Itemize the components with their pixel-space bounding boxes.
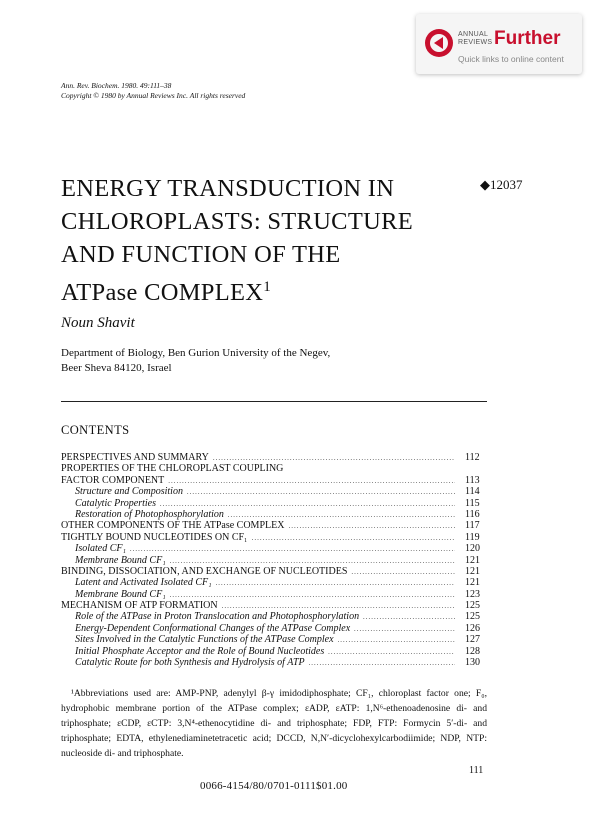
- toc-entry-title: PROPERTIES OF THE CHLOROPLAST COUPLING: [61, 463, 284, 475]
- toc-entry-page: 121: [465, 554, 480, 566]
- citation-line-2: Copyright © 1980 by Annual Reviews Inc. All rights reserved: [61, 91, 246, 100]
- toc-entry: [61, 555, 487, 566]
- toc-entry: [61, 498, 487, 509]
- toc-entry-title: Structure and Composition: [75, 486, 183, 498]
- toc-entry-title: Catalytic Route for both Synthesis and Hydrolysis of ATP: [75, 657, 305, 669]
- toc-entry: [61, 566, 487, 577]
- toc-leader-dots: [309, 658, 455, 668]
- toc-leader-dots: [222, 601, 455, 611]
- toc-entry-title: MECHANISM OF ATP FORMATION: [61, 600, 218, 612]
- toc-entry-page: 116: [465, 508, 480, 520]
- author-name: Noun Shavit: [61, 315, 135, 331]
- contents-heading: CONTENTS: [61, 423, 130, 437]
- toc-entry: [61, 600, 487, 611]
- issn-code: 0066-4154/80/0701-0111$01.00: [200, 780, 348, 792]
- toc-leader-dots: [216, 578, 455, 588]
- annual-reviews-logo-icon: [424, 28, 454, 58]
- toc-entry-page: 114: [465, 486, 480, 498]
- toc-entry: [61, 475, 487, 486]
- toc-entry-page: 117: [465, 520, 480, 532]
- toc-entry-title: BINDING, DISSOCIATION, AND EXCHANGE OF NUCLEOTIDES: [61, 565, 348, 577]
- further-label: Further: [494, 28, 561, 49]
- toc-entry-page: 113: [465, 474, 480, 486]
- toc-entry: [61, 486, 487, 497]
- toc-entry: [61, 509, 487, 520]
- toc-leader-dots: [288, 521, 455, 531]
- toc-leader-dots: [351, 567, 455, 577]
- toc-entry-title: Energy-Dependent Conformational Changes of the ATPase Complex: [75, 622, 351, 634]
- toc-entry-title: PERSPECTIVES AND SUMMARY: [61, 452, 209, 463]
- further-banner[interactable]: [416, 14, 582, 74]
- affiliation-line-1: Department of Biology, Ben Gurion University of the Negev,: [61, 347, 331, 359]
- table-of-contents: [61, 452, 487, 668]
- toc-leader-dots: [363, 612, 455, 622]
- toc-leader-dots: [170, 590, 455, 600]
- page-number: 111: [469, 765, 484, 776]
- annual-label: ANNUAL: [458, 31, 489, 38]
- toc-entry-title: TIGHTLY BOUND NUCLEOTIDES ON CF₁: [61, 531, 248, 543]
- toc-leader-dots: [130, 544, 455, 554]
- title-line-4: [61, 271, 441, 309]
- toc-leader-dots: [170, 556, 455, 566]
- toc-entry-title: Latent and Activated Isolated CF₁: [75, 577, 212, 589]
- author-affiliation: [61, 346, 330, 376]
- toc-entry-title: Membrane Bound CF₁: [75, 588, 166, 600]
- title-line-4-text: ATPase COMPLEX: [61, 279, 264, 307]
- quick-links-link[interactable]: Quick links to online content: [458, 54, 564, 64]
- citation-line-1: Ann. Rev. Biochem. 1980. 49:111–38: [61, 81, 172, 90]
- toc-entry-page: 115: [465, 497, 480, 509]
- toc-entry-title: OTHER COMPONENTS OF THE ATPase COMPLEX: [61, 520, 285, 532]
- annual-reviews-wordmark: [458, 31, 492, 47]
- toc-entry-title: Role of the ATPase in Proton Translocation and Photophosphorylation: [75, 611, 360, 623]
- toc-entry-title: Restoration of Photophosphorylation: [75, 508, 224, 520]
- toc-entry: [61, 646, 487, 657]
- toc-entry: [61, 611, 487, 622]
- toc-entry-page: 121: [465, 577, 480, 589]
- title-line-1: ENERGY TRANSDUCTION IN: [61, 175, 395, 202]
- toc-entry-title: Catalytic Properties: [75, 497, 157, 509]
- article-title: [61, 172, 441, 309]
- toc-entry: [61, 589, 487, 600]
- toc-entry-page: 125: [465, 600, 480, 612]
- title-footnote-mark: 1: [263, 279, 272, 295]
- toc-entry: [61, 623, 487, 634]
- toc-entry-title: Sites Involved in the Catalytic Functions of the ATPase Complex: [75, 634, 334, 646]
- toc-leader-dots: [213, 453, 455, 463]
- toc-entry-page: 127: [465, 634, 480, 646]
- toc-entry-page: 125: [465, 611, 480, 623]
- article-code: ◆12037: [480, 177, 523, 192]
- toc-leader-dots: [160, 499, 455, 509]
- toc-leader-dots: [338, 635, 455, 645]
- toc-entry-title: Isolated CF₁: [75, 543, 126, 555]
- toc-entry: [61, 452, 487, 463]
- toc-leader-dots: [354, 624, 455, 634]
- reviews-label: REVIEWS: [458, 39, 493, 46]
- toc-entry-title: Initial Phosphate Acceptor and the Role of Bound Nucleotides: [75, 645, 325, 657]
- toc-entry: [61, 543, 487, 554]
- toc-leader-dots: [228, 510, 455, 520]
- toc-entry: [61, 634, 487, 645]
- toc-entry-page: 130: [465, 657, 480, 669]
- journal-citation: [61, 81, 245, 101]
- toc-entry-page: 123: [465, 588, 480, 600]
- toc-leader-dots: [168, 476, 455, 486]
- toc-entry: [61, 463, 487, 474]
- toc-entry-title: FACTOR COMPONENT: [61, 474, 165, 486]
- toc-entry: [61, 532, 487, 543]
- toc-entry-page: 120: [465, 543, 480, 555]
- toc-leader-dots: [328, 647, 455, 657]
- section-divider: [61, 401, 487, 402]
- toc-entry: [61, 657, 487, 668]
- toc-entry-title: Membrane Bound CF₁: [75, 554, 166, 566]
- toc-entry: [61, 520, 487, 531]
- title-line-3: AND FUNCTION OF THE: [61, 241, 341, 268]
- abbreviations-footnote: ¹Abbreviations used are: AMP-PNP, adenylyl β-γ imidodiphosphate; CF₁, chloroplast factor one; F₀, hydrophobic membrane portion of the ATPase complex; εADP, εATP: 1,N⁶-ethenoadenosine di- and triphosphate; εCDP, εCTP: 3,N⁴-ethenocytidine di- and triphosphate; FDP, FTP: Formycin 5′-di- and triphosphate; EDTA, ethylenediaminetetracetic acid; DCCD, N,N′-dicyclohexylcarbodiimide; NDP, NTP: nucleoside di- and triphosphate.: [61, 688, 487, 759]
- toc-entry-page: 128: [465, 645, 480, 657]
- toc-entry-page: 126: [465, 622, 480, 634]
- affiliation-line-2: Beer Sheva 84120, Israel: [61, 362, 172, 374]
- toc-entry-page: 121: [465, 565, 480, 577]
- toc-entry-page: 112: [465, 452, 480, 463]
- toc-leader-dots: [252, 533, 455, 543]
- toc-entry: [61, 577, 487, 588]
- title-line-2: CHLOROPLASTS: STRUCTURE: [61, 208, 413, 235]
- toc-entry-page: 119: [465, 531, 480, 543]
- toc-leader-dots: [187, 487, 455, 497]
